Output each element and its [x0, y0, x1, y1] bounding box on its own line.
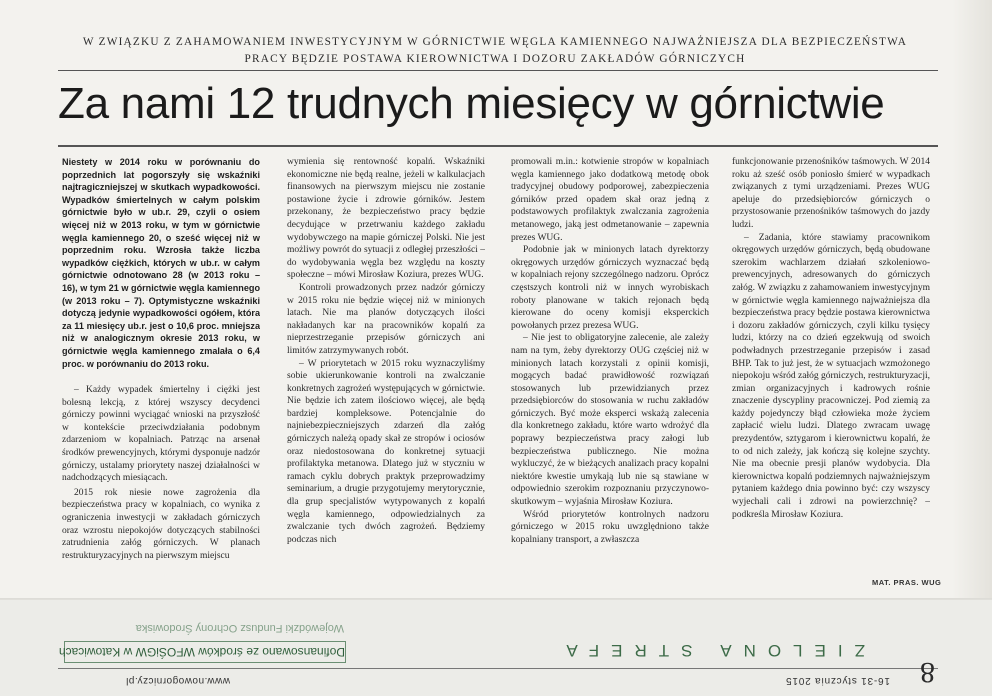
bottom-rule [58, 668, 938, 669]
website-upside-down: www.nowogorniczy.pl [125, 675, 230, 686]
kicker-rule [58, 70, 938, 71]
paragraph: wymienia się rentowność kopalń. Wskaźniki ekonomiczne nie będą realne, jeżeli w kalkulacjach finansowych na pierwszym miejscu nie zostanie postawione życie i zdrowie górników. Jestem przekonany, że bezpieczeństwo pracy będzie decydujące w przetrwaniu każdego zakładu wydobywczego na mapie górniczej Polski. Nie jest możliwy powrót do sytuacji z odległej przeszłości – do wydobywania węgla bez względu na koszty społeczne – mówi Mirosław Koziura, prezes WUG. [287, 157, 485, 281]
article-column-1 [62, 156, 260, 588]
paragraph: 2015 rok niesie nowe zagrożenia dla bezpieczeństwa pracy w kopalniach, co wynika z ograniczenia inwestycji w zakładach górniczych oraz wzrostu niepokojów dotyczących stabilności zatrudnienia załóg górniczych. W planach restrukturyzacyjnych na pierwszym miejscu [62, 487, 260, 561]
headline-rule [58, 145, 938, 147]
article-kicker: W ZWIĄZKU Z ZAHAMOWANIEM INWESTYCYJNYM W GÓRNICTWIE WĘGLA KAMIENNEGO NAJWAŻNIEJSZA DLA BEZPIECZEŃSTWA PRACY BĘDZIE POSTAWA KIEROWNICTWA I DOZORU ZAKŁADÓW GÓRNICZYCH [82, 36, 908, 65]
paragraph: Podobnie jak w minionych latach dyrektorzy okręgowych urzędów górniczych wyznaczać będą w kopalniach rejony szczególnego nadzoru. Oprócz częstszych kontroli niż w innych wyrobiskach roboty planowane w takich rejonach będą kierowane do oceny komisji eksperckich powołanych przez prezesa WUG. [511, 245, 709, 331]
page-number-upside-down: 8 [920, 656, 935, 689]
article-column-3 [511, 156, 709, 588]
photo-credit: MAT. PRAS. WUG [872, 578, 942, 587]
paragraph: – Zadania, które stawiamy pracownikom okręgowych urzędów górniczych, będą obudowane szerokim wachlarzem działań szkoleniowo-prewencyjnych, adresowanych do górniczych załóg. W związku z zahamowaniem inwestycyjnym w górnictwie węgla kamiennego najważniejsza dla bezpieczeństwa pracy będzie postawa kierownictwa i dozoru zakładów górniczych, czyli kilku tysięcy ludzi, którzy na co dzień egzekwują od swoich podwładnych przestrzeganie przepisów i zasad BHP. Tak to już jest, że w sytuacjach wzmożonego niepokoju wśród załóg górniczych, restrukturyzacji, zmian organizacyjnych i kadrowych rośnie znaczenie dyscypliny pracowniczej. Pod ziemią za każdy pojedynczy błąd człowieka może życiem zapłacić wielu ludzi. Dlatego zwracam uwagę prezydentów, sztygarom i kierownictwu kopalń, że to od nich zależy, jak kończą się kolejne szychty. Nie ma obecnie presji planów wydobycia. Dla kierownictwa kopalń podziemnych najważniejszym pytaniem każdego dnia powinno być: czy wszyscy wyjechali cali i zdrowi na powierzchnię? – podkreśla Mirosław Koziura. [732, 232, 930, 520]
article-column-2 [287, 156, 485, 588]
article-headline: Za nami 12 trudnych miesięcy w górnictwie [58, 79, 885, 128]
fund-name-upside-down: Wojewódzki Fundusz Ochrony Środowiska [135, 622, 344, 634]
section-title-upside-down: ZIELONA STREFA [554, 641, 865, 660]
paragraph: funkcjonowanie przenośników taśmowych. W 2014 roku aż sześć osób poniosło śmierć w wypadkach związanych z tymi urządzeniami. Prezes WUG apeluje do przedsiębiorców górniczych o przystosowanie przenośników taśmowych do jazdy ludzi. [732, 157, 930, 230]
paragraph: – W priorytetach w 2015 roku wyznaczyliśmy sobie ukierunkowanie kontroli na zwalczanie konkretnych zagrożeń występujących w górnictwie. Nie będzie ich zatem ilościowo więcej, ale będą bardziej kompleksowe. Potencjalnie do najniebezpieczniejszych zdarzeń dla załóg górniczych należą opady skał ze stropów i ociosów oraz niedostosowana do konkretnej sytuacji profilaktyka metanowa. Dlatego już w styczniu w ramach cyklu dobrych praktyk przeprowadzimy seminarium, a drugie przygotujemy merytorycznie, dla grup specjalistów wytypowanych z kopalń węgla kamiennego, odpowiedzialnych za zwalczanie tych dwóch zagrożeń. Będziemy podczas nich [287, 358, 485, 545]
page-edge-shadow [952, 0, 992, 696]
funding-notice-box: Dofinansowano ze środków WFOŚiGW w Katowicach [64, 641, 346, 663]
article-column-4 [732, 156, 930, 588]
issue-date-upside-down: 16-31 stycznia 2015 [785, 675, 890, 686]
paragraph: – Każdy wypadek śmiertelny i ciężki jest bolesną lekcją, z której wszyscy decydenci górniczy powinni wyciągać wnioski na przyszłość w kontekście przeciwdziałania podobnym zdarzeniom w kopalniach. Patrząc na arsenał środków prewencyjnych, którymi dysponuje nadzór górniczy, ustalamy priorytety naszej działalności w nadchodzących miesiącach. [62, 385, 260, 484]
paragraph: promowali m.in.: kotwienie stropów w kopalniach węgla kamiennego jako dodatkową metodę obok tradycyjnej obudowy podporowej, zabezpieczenia górników przed opadem skał oraz jedną z podstawowych profilaktyk zwalczania zagrożenia metanowego, jaką jest odmetanowanie – zapewnia prezes WUG. [511, 157, 709, 243]
paragraph: Wśród priorytetów kontrolnych nadzoru górniczego w 2015 roku uwzględniono także kopalniany transport, a zwłaszcza [511, 509, 709, 545]
paragraph: – Nie jest to obligatoryjne zalecenie, ale zależy nam na tym, żeby dyrektorzy OUG częściej niż w minionych latach korzystali z opinii komisji, mogących badać prawidłowość rozwiązań stosowanych lub przewidzianych przez przedsiębiorców do stosowania w ruchu zakładów górniczych. Być może eksperci wskażą zalecenia dla konkretnego zakładu, które warto wdrożyć dla poprawy bezpieczeństwa pracy załogi lub bezpieczeństwa publicznego. Nie można wykluczyć, że w bieżących analizach pracy kopalni niektóre kwestie umykają lub nie są stawiane w odpowiednio szerokim rozpoznaniu przyczynowo-skutkowym – wyjaśnia Mirosław Koziura. [511, 333, 709, 508]
paragraph: Kontroli prowadzonych przez nadzór górniczy w 2015 roku nie będzie więcej niż w minionych latach. Nie ma planów dotyczących ilości nakładanych kar na pracowników kopalń za nieprzestrzeganie przepisów górniczych ani limitów zatrzymywanych robót. [287, 282, 485, 356]
article-lead: Niestety w 2014 roku w porównaniu do poprzednich lat pogorszyły się wskaźniki najtragiczniejszej w skutkach wypadkowości. Wypadków śmiertelnych w całym polskim górnictwie było w ub.r. 29, czyli o osiem więcej niż w 2013 roku, w tym w górnictwie węgla kamiennego 20, o sześć więcej niż w poprzednim roku. Wzrosła także liczba wypadków ciężkich, których w ub.r. w całym górnictwie odnotowano 28 (w 2013 roku – 16), w tym 21 w górnictwie węgla kamiennego (w 2013 roku – 7). Optymistyczne wskaźniki dotyczą jedynie wypadkowości ogółem, która za 11 miesięcy ub.r. jest o 10,6 proc. mniejsza niż w analogicznym okresie 2013 roku, w górnictwie węgla kamiennego zmalała o 6,4 proc. w porównaniu do 2013 roku. [62, 157, 260, 369]
